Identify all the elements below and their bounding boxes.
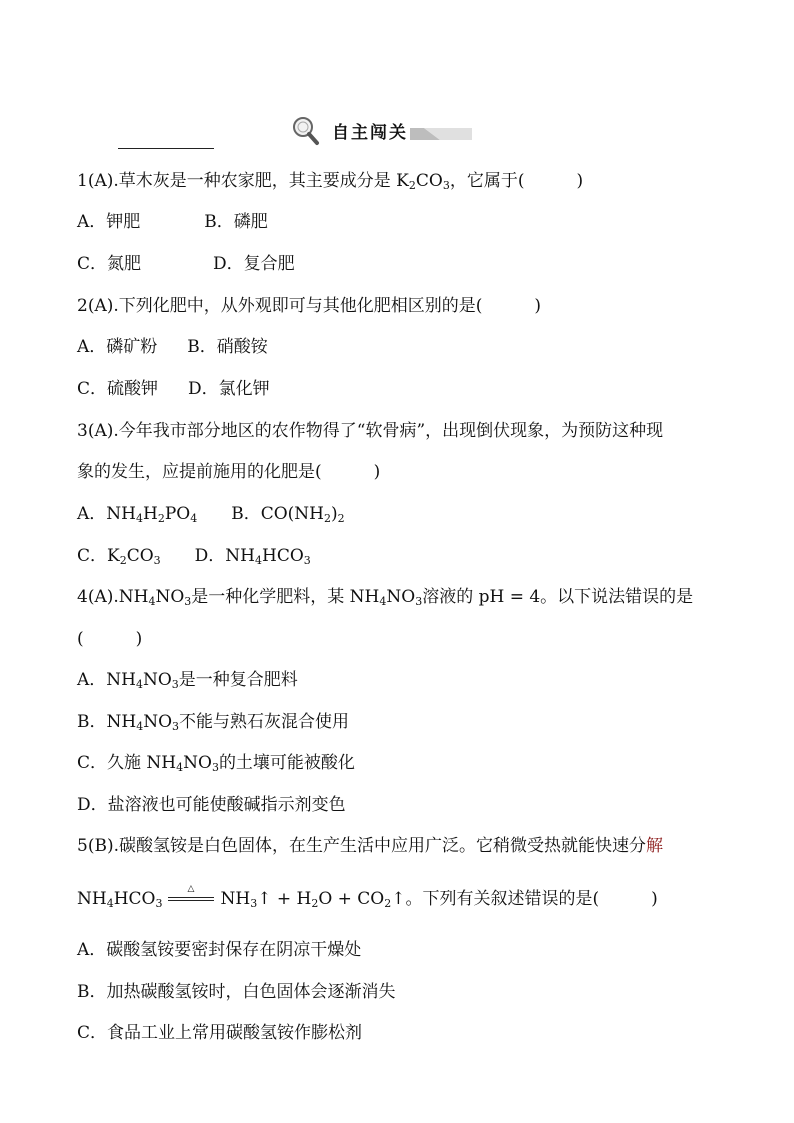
- question-2-options-ab: [77, 336, 268, 358]
- option-b[interactable]: B．磷肥: [204, 212, 268, 232]
- option-c[interactable]: C．食品工业上常用碳酸氢铵作膨松剂: [77, 1023, 363, 1043]
- question-3-stem-line2: 象的发生，应提前施用的化肥是( ): [77, 462, 381, 482]
- option-c[interactable]: C．硫酸钾: [77, 379, 159, 399]
- header-underline: [118, 148, 214, 149]
- option-a[interactable]: A．磷矿粉: [77, 337, 158, 357]
- option-d[interactable]: D．复合肥: [213, 254, 295, 274]
- question-2-options-cd: [77, 378, 270, 400]
- option-a[interactable]: A．$NH_4H_2PO_4$: [77, 504, 198, 525]
- option-d[interactable]: D．氯化钾: [188, 379, 270, 399]
- option-a[interactable]: A．碳酸氢铵要密封保存在阴凉干燥处: [77, 940, 362, 960]
- section-header: [288, 114, 478, 146]
- option-c[interactable]: C．氮肥: [77, 254, 142, 274]
- option-b[interactable]: B．硝酸铵: [187, 337, 268, 357]
- question-4-stem: $4(A).NH_4NO_3$是一种化学肥料，某 $NH_4NO_3$溶液的 pH = 4。以下说法错误的是: [77, 587, 694, 608]
- option-b[interactable]: B．$NH_4NO_3$不能与熟石灰混合使用: [77, 712, 350, 733]
- question-1-options-cd: [77, 253, 295, 275]
- header-decoration: [410, 126, 472, 142]
- question-3-options-ab: [77, 503, 345, 525]
- option-b[interactable]: B．$CO(NH_2)_2$: [231, 504, 345, 525]
- magnifier-icon: [288, 114, 322, 148]
- heat-reaction-sign: △: [168, 893, 214, 907]
- option-c[interactable]: C．$K_2CO_3$: [77, 546, 161, 567]
- option-d[interactable]: D．盐溶液也可能使酸碱指示剂变色: [77, 795, 346, 815]
- option-b[interactable]: B．加热碳酸氢铵时，白色固体会逐渐消失: [77, 982, 396, 1002]
- question-3-stem-line1: 3(A).今年我市部分地区的农作物得了“软骨病”，出现倒伏现象，为预防这种现: [77, 421, 664, 441]
- highlighted-char: 解: [645, 836, 663, 856]
- decomposition-equation: $NH_4HCO_3$ △ $NH_3↑ + H_2O$ + $CO_2↑$。下列有关叙述错误的是( ): [77, 883, 658, 910]
- question-5-stem-line1: 5(B).碳酸氢铵是白色固体，在生产生活中应用广泛。它稍微受热就能快速分解: [77, 836, 663, 856]
- question-4-answer-bracket: ( ): [77, 629, 143, 649]
- option-a[interactable]: A．钾肥: [77, 212, 141, 232]
- section-title: 自主闯关: [332, 123, 408, 143]
- option-d[interactable]: D．$NH_4HCO_3$: [194, 546, 311, 567]
- option-c[interactable]: C．久施 $NH_4NO_3$的土壤可能被酸化: [77, 753, 355, 774]
- question-2-stem: 2(A).下列化肥中，从外观即可与其他化肥相区别的是( ): [77, 296, 542, 316]
- option-a[interactable]: A．$NH_4NO_3$是一种复合肥料: [77, 670, 298, 691]
- question-3-options-cd: [77, 545, 311, 567]
- question-1-stem: 1(A).草木灰是一种农家肥，其主要成分是 $K_2CO_3$，它属于( ): [77, 171, 584, 192]
- question-1-options-ab: [77, 211, 268, 233]
